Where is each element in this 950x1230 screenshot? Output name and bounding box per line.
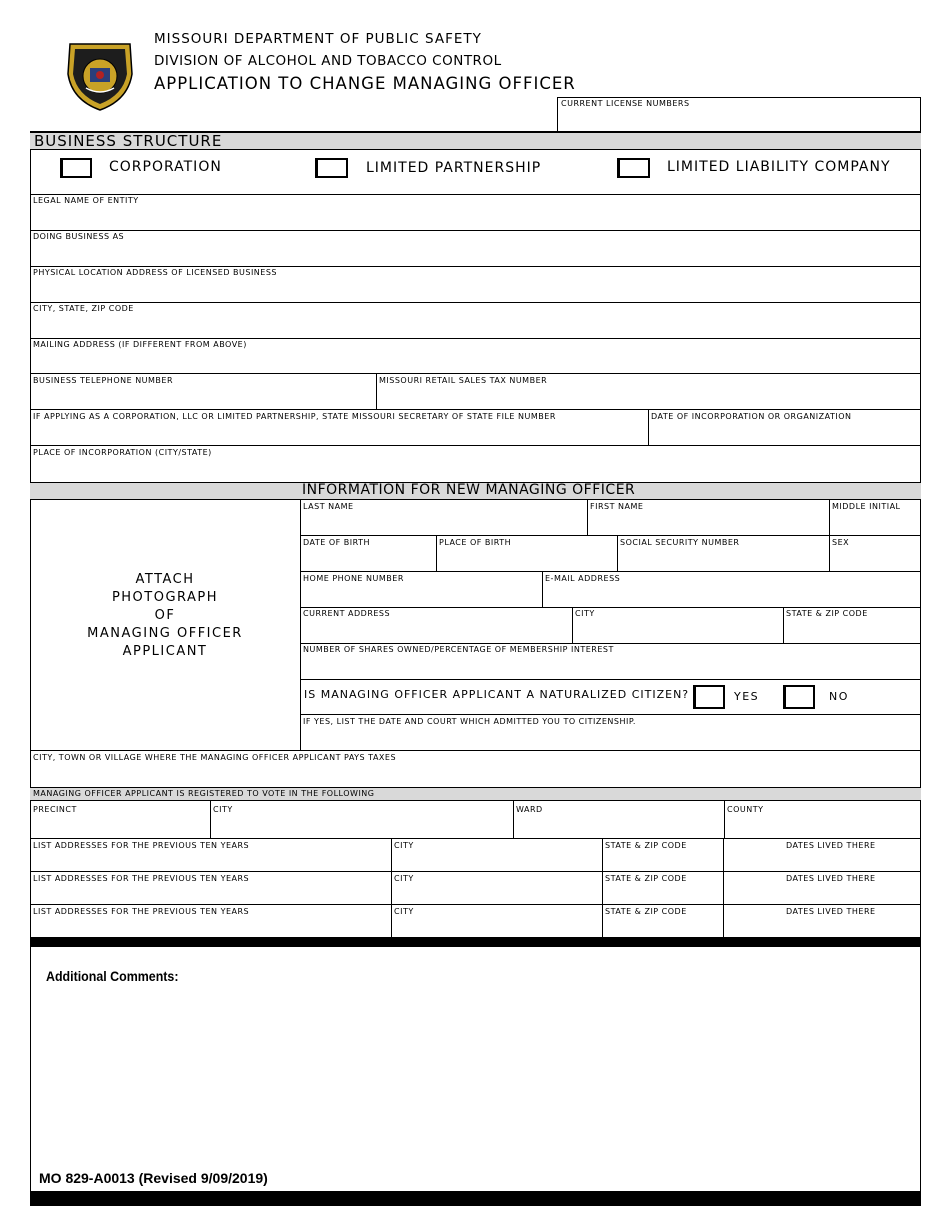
divider (587, 500, 588, 535)
address-history-dates[interactable]: DATES LIVED THERE (786, 841, 876, 850)
state-seal-logo (62, 38, 138, 112)
legal-name-field[interactable]: LEGAL NAME OF ENTITY (33, 196, 139, 205)
department-name: MISSOURI DEPARTMENT OF PUBLIC SAFETY (154, 31, 482, 47)
address-history-list[interactable]: LIST ADDRESSES FOR THE PREVIOUS TEN YEARS (33, 841, 250, 850)
sex-field[interactable]: SEX (832, 538, 850, 547)
rule (300, 714, 921, 715)
rule (30, 302, 921, 303)
rule (30, 266, 921, 267)
photo-line: APPLICANT (122, 644, 208, 659)
divider (391, 838, 392, 937)
limited-partnership-label: LIMITED PARTNERSHIP (366, 160, 542, 176)
divider (724, 801, 725, 838)
form-number: MO 829-A0013 (Revised 9/09/2019) (39, 1170, 268, 1186)
shares-field[interactable]: NUMBER OF SHARES OWNED/PERCENTAGE OF MEMBERSHIP INTEREST (303, 645, 614, 654)
home-phone-field[interactable]: HOME PHONE NUMBER (303, 574, 404, 583)
mailing-address-field[interactable]: MAILING ADDRESS (IF DIFFERENT FROM ABOVE) (33, 340, 247, 349)
naturalized-no-label: NO (829, 690, 849, 703)
section-separator (30, 937, 921, 947)
photo-placeholder[interactable] (30, 571, 300, 661)
address-history-state-zip[interactable]: STATE & ZIP CODE (605, 841, 687, 850)
address-history-list[interactable]: LIST ADDRESSES FOR THE PREVIOUS TEN YEARS (33, 907, 250, 916)
divider (513, 801, 514, 838)
bottom-bar (30, 1191, 921, 1206)
photo-line: ATTACH (135, 572, 195, 587)
address-history-city[interactable]: CITY (394, 874, 414, 883)
divider (376, 373, 377, 409)
rule (300, 535, 921, 536)
divider (648, 409, 649, 445)
naturalized-yes-checkbox[interactable] (693, 685, 725, 709)
email-field[interactable]: E-MAIL ADDRESS (545, 574, 621, 583)
address-history-city[interactable]: CITY (394, 841, 414, 850)
form-title: APPLICATION TO CHANGE MANAGING OFFICER (154, 74, 576, 93)
photo-line: MANAGING OFFICER (87, 626, 243, 641)
dba-field[interactable]: DOING BUSINESS AS (33, 232, 125, 241)
sos-file-number-field[interactable]: IF APPLYING AS A CORPORATION, LLC OR LIMITED PARTNERSHIP, STATE MISSOURI SECRETARY OF STATE FILE NUMBER (33, 412, 556, 421)
rule (300, 643, 921, 644)
rule (30, 838, 921, 839)
divider (617, 535, 618, 571)
officer-city-field[interactable]: CITY (575, 609, 595, 618)
ward-field[interactable]: WARD (516, 805, 543, 814)
divider (542, 571, 543, 607)
rule (30, 194, 921, 195)
date-incorporation-field[interactable]: DATE OF INCORPORATION OR ORGANIZATION (651, 412, 852, 421)
divider (572, 607, 573, 643)
rule (30, 230, 921, 231)
last-name-field[interactable]: LAST NAME (303, 502, 354, 511)
divider (436, 535, 437, 571)
rule (30, 904, 921, 905)
rule (300, 571, 921, 572)
voting-city-field[interactable]: CITY (213, 805, 233, 814)
divider (602, 838, 603, 937)
business-structure-heading: BUSINESS STRUCTURE (34, 132, 223, 150)
llc-checkbox[interactable] (617, 158, 650, 178)
officer-section-heading: INFORMATION FOR NEW MANAGING OFFICER (302, 482, 636, 498)
rule (30, 409, 921, 410)
corporation-checkbox[interactable] (60, 158, 92, 178)
naturalized-yes-label: YES (734, 690, 760, 703)
current-address-field[interactable]: CURRENT ADDRESS (303, 609, 391, 618)
llc-label: LIMITED LIABILITY COMPANY (667, 159, 891, 175)
address-history-state-zip[interactable]: STATE & ZIP CODE (605, 907, 687, 916)
pays-taxes-field[interactable]: CITY, TOWN OR VILLAGE WHERE THE MANAGING OFFICER APPLICANT PAYS TAXES (33, 753, 397, 762)
naturalized-question: IS MANAGING OFFICER APPLICANT A NATURALIZED CITIZEN? (304, 688, 690, 701)
date-of-birth-field[interactable]: DATE OF BIRTH (303, 538, 371, 547)
divider (723, 838, 724, 937)
county-field[interactable]: COUNTY (727, 805, 764, 814)
place-of-birth-field[interactable]: PLACE OF BIRTH (439, 538, 512, 547)
rule (30, 373, 921, 374)
address-history-dates[interactable]: DATES LIVED THERE (786, 874, 876, 883)
precinct-field[interactable]: PRECINCT (33, 805, 77, 814)
sales-tax-field[interactable]: MISSOURI RETAIL SALES TAX NUMBER (379, 376, 548, 385)
citizenship-date-field[interactable]: IF YES, LIST THE DATE AND COURT WHICH ADMITTED YOU TO CITIZENSHIP. (303, 717, 636, 726)
divider (829, 500, 830, 571)
additional-comments-label: Additional Comments: (46, 969, 179, 984)
rule (30, 445, 921, 446)
business-telephone-field[interactable]: BUSINESS TELEPHONE NUMBER (33, 376, 174, 385)
divider (783, 607, 784, 643)
middle-initial-field[interactable]: MIDDLE INITIAL (832, 502, 901, 511)
limited-partnership-checkbox[interactable] (315, 158, 348, 178)
rule (300, 607, 921, 608)
place-incorporation-field[interactable]: PLACE OF INCORPORATION (CITY/STATE) (33, 448, 212, 457)
corporation-label: CORPORATION (109, 159, 222, 175)
address-history-state-zip[interactable]: STATE & ZIP CODE (605, 874, 687, 883)
address-history-dates[interactable]: DATES LIVED THERE (786, 907, 876, 916)
additional-comments-area[interactable] (34, 992, 917, 1162)
city-state-zip-field[interactable]: CITY, STATE, ZIP CODE (33, 304, 134, 313)
divider (210, 801, 211, 838)
address-history-list[interactable]: LIST ADDRESSES FOR THE PREVIOUS TEN YEARS (33, 874, 250, 883)
voting-heading: MANAGING OFFICER APPLICANT IS REGISTERED TO VOTE IN THE FOLLOWING (33, 789, 375, 798)
officer-state-zip-field[interactable]: STATE & ZIP CODE (786, 609, 868, 618)
physical-address-field[interactable]: PHYSICAL LOCATION ADDRESS OF LICENSED BUSINESS (33, 268, 277, 277)
rule (30, 750, 921, 751)
rule (300, 679, 921, 680)
photo-line: OF (154, 608, 176, 623)
division-name: DIVISION OF ALCOHOL AND TOBACCO CONTROL (154, 53, 502, 69)
ssn-field[interactable]: SOCIAL SECURITY NUMBER (620, 538, 740, 547)
rule (30, 338, 921, 339)
current-license-label: CURRENT LICENSE NUMBERS (561, 99, 690, 108)
naturalized-no-checkbox[interactable] (783, 685, 815, 709)
address-history-city[interactable]: CITY (394, 907, 414, 916)
photo-line: PHOTOGRAPH (111, 590, 219, 605)
first-name-field[interactable]: FIRST NAME (590, 502, 644, 511)
rule (30, 871, 921, 872)
